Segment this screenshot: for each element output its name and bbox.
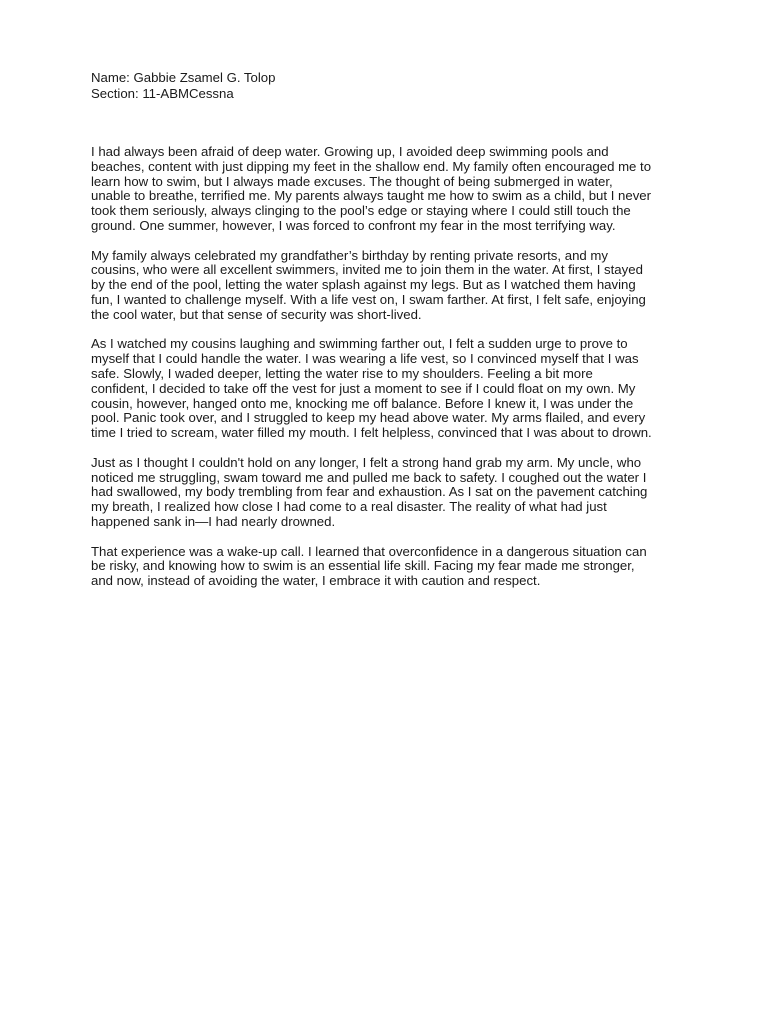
paragraph-line: pool. Panic took over, and I struggled to keep my head above water. My arms flailed, and every: [91, 410, 646, 426]
paragraph-1: [91, 145, 691, 234]
paragraph-line: As I watched my cousins laughing and swimming farther out, I felt a sudden urge to prove to: [91, 336, 628, 352]
paragraph-line: That experience was a wake-up call. I learned that overconfidence in a dangerous situation can: [91, 543, 647, 559]
paragraph-line: beaches, content with just dipping my feet in the shallow end. My family often encouraged me to: [91, 158, 652, 174]
paragraph-line: Just as I thought I couldn't hold on any longer, I felt a strong hand grab my arm. My uncle, who: [91, 454, 642, 470]
paragraph-line: happened sank in—I had nearly drowned.: [91, 513, 336, 529]
paragraph-2: [91, 249, 691, 323]
student-section: Section: 11-ABMCessna: [91, 86, 234, 101]
paragraph-line: noticed me struggling, swam toward me and pulled me back to safety. I coughed out the water I: [91, 469, 647, 485]
paragraph-line: the cool water, but that sense of security was short-lived.: [91, 306, 422, 322]
paragraph-line: unable to breathe, terrified me. My parents always taught me how to swim as a child, but I never: [91, 188, 652, 204]
essay-body: [91, 145, 691, 604]
paragraph-line: learn how to swim, but I always made excuses. The thought of being submerged in water,: [91, 173, 613, 189]
paragraph-3: [91, 337, 691, 441]
paragraph-line: myself that I could handle the water. I was wearing a life vest, so I convinced myself that I was: [91, 351, 639, 367]
paragraph-5: [91, 545, 691, 589]
paragraph-line: and now, instead of avoiding the water, I embrace it with caution and respect.: [91, 573, 541, 589]
student-info: [91, 70, 691, 102]
paragraph-line: My family always celebrated my grandfather’s birthday by renting private resorts, and my: [91, 247, 608, 263]
paragraph-line: confident, I decided to take off the vest for just a moment to see if I could float on my own. My: [91, 380, 636, 396]
paragraph-line: fun, I wanted to challenge myself. With a life vest on, I swam farther. At first, I felt safe, enjoying: [91, 291, 646, 307]
paragraph-line: safe. Slowly, I waded deeper, letting the water rise to my shoulders. Feeling a bit more: [91, 365, 593, 381]
paragraph-line: had swallowed, my body trembling from fear and exhaustion. As I sat on the pavement catching: [91, 484, 648, 500]
paragraph-line: be risky, and knowing how to swim is an essential life skill. Facing my fear made me stronger,: [91, 558, 635, 574]
paragraph-line: cousins, who were all excellent swimmers, invited me to join them in the water. At first, I stayed: [91, 262, 643, 278]
paragraph-line: my breath, I realized how close I had come to a real disaster. The reality of what had just: [91, 499, 607, 515]
paragraph-line: I had always been afraid of deep water. Growing up, I avoided deep swimming pools and: [91, 144, 609, 159]
paragraph-line: cousin, however, hanged onto me, knocking me off balance. Before I knew it, I was under the: [91, 395, 634, 411]
paragraph-line: by the end of the pool, letting the water splash against my legs. But as I watched them having: [91, 277, 636, 293]
paragraph-4: [91, 456, 691, 530]
paragraph-line: time I tried to scream, water filled my mouth. I felt helpless, convinced that I was about to drown.: [91, 425, 652, 441]
student-name: Name: Gabbie Zsamel G. Tolop: [91, 70, 276, 85]
paragraph-line: took them seriously, always clinging to the pool’s edge or staying where I could still touch the: [91, 203, 631, 219]
paragraph-line: ground. One summer, however, I was forced to confront my fear in the most terrifying way.: [91, 217, 616, 233]
